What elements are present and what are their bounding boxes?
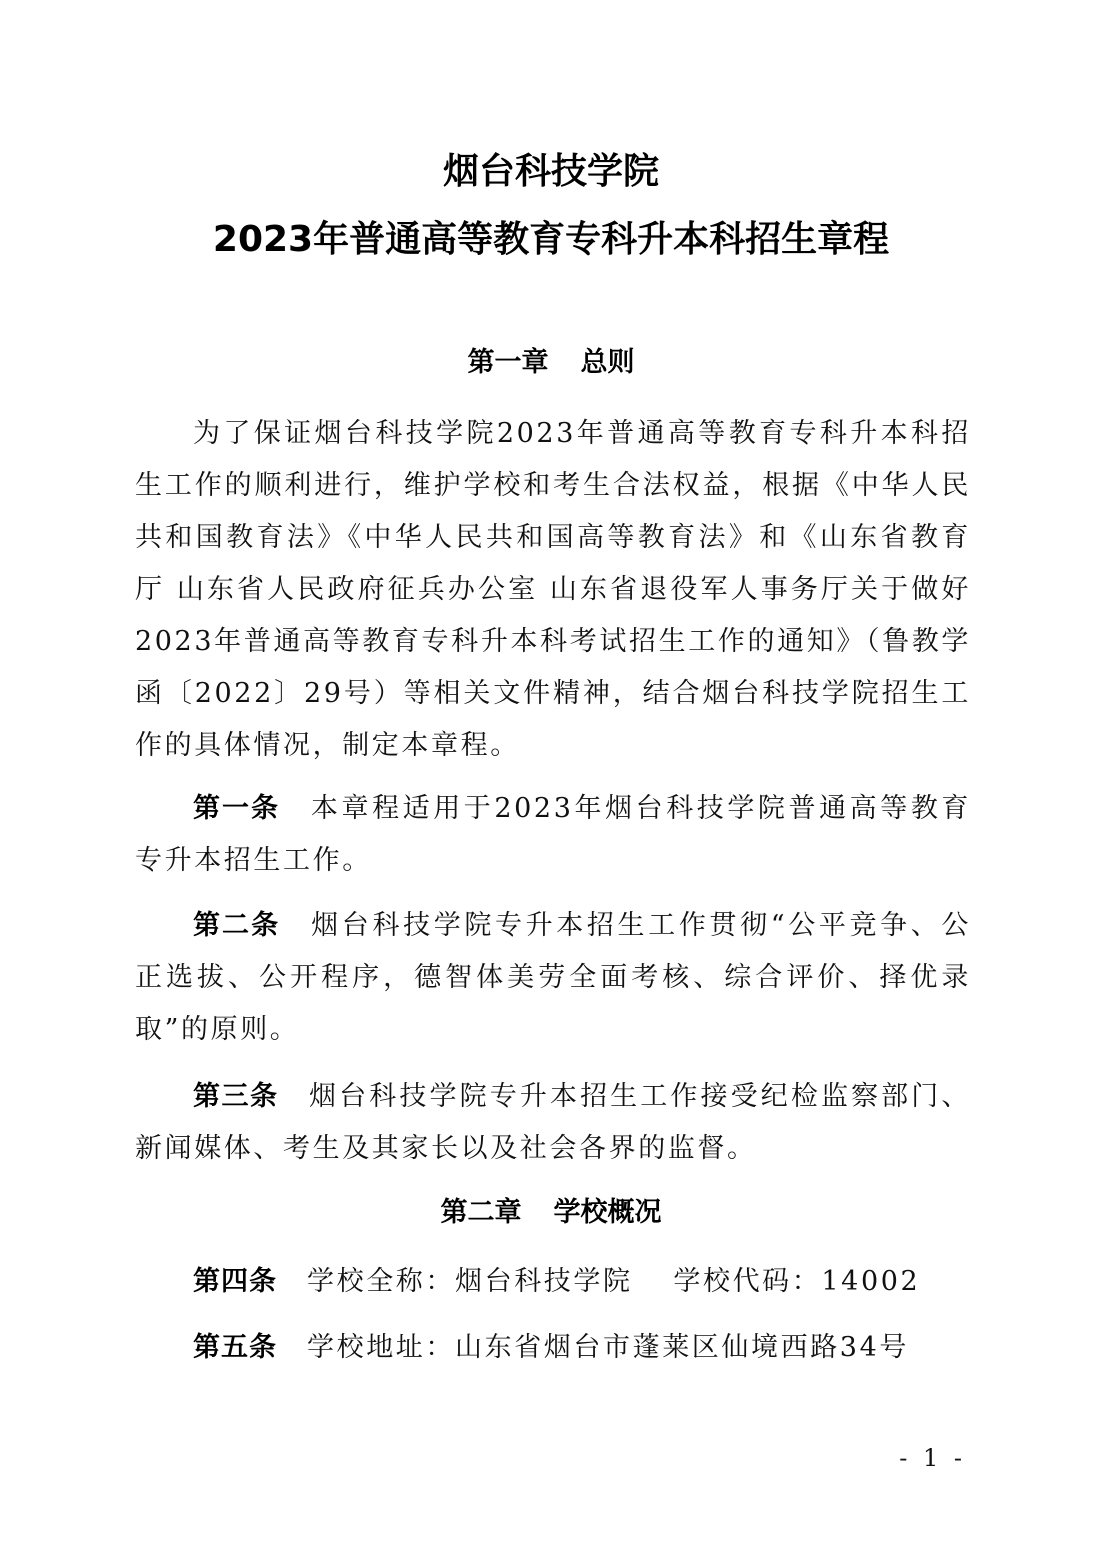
chapter-2-number: 第二章 — [440, 1197, 522, 1228]
article-2 — [135, 900, 971, 1056]
article-2-text: 烟台科技学院专升本招生工作贯彻“公平竞争、公正选拔、公开程序，德智体美劳全面考核、综合评价、择优录取”的原则。 — [135, 910, 971, 1045]
chapter-2-heading — [0, 1196, 1102, 1230]
page-number: - 1 - — [899, 1444, 966, 1472]
article-1-label: 第一条 — [193, 793, 280, 824]
document-title-line-2: 2023年普通高等教育专科升本科招生章程 — [212, 219, 890, 260]
chapter-1-name: 总则 — [580, 347, 635, 378]
article-3 — [135, 1071, 971, 1175]
article-2-label: 第二条 — [193, 910, 281, 941]
article-4 — [135, 1256, 971, 1308]
chapter-2-name: 学校概况 — [553, 1197, 662, 1228]
chapter-1-heading — [0, 346, 1102, 380]
article-3-label: 第三条 — [193, 1081, 279, 1112]
article-4-label: 第四条 — [193, 1266, 277, 1297]
article-5-label: 第五条 — [193, 1332, 277, 1363]
document-title-line-1: 烟台科技学院 — [442, 151, 659, 192]
chapter-1-number: 第一章 — [467, 347, 549, 378]
article-1-text: 本章程适用于2023年烟台科技学院普通高等教育专升本招生工作。 — [135, 793, 972, 876]
article-5 — [135, 1322, 971, 1374]
article-3-text: 烟台科技学院专升本招生工作接受纪检监察部门、新闻媒体、考生及其家长以及社会各界的监督。 — [135, 1081, 972, 1164]
article-4-text: 学校全称：烟台科技学院 学校代码：14002 — [307, 1266, 921, 1297]
chapter-1-intro-paragraph: 为了保证烟台科技学院2023年普通高等教育专科升本科招生工作的顺利进行，维护学校和考生合法权益，根据《中华人民共和国教育法》《中华人民共和国高等教育法》和《山东省教育厅 山东省人民政府征兵办公室 山东省退役军人事务厅关于做好2023年普通高等教育专科升本科考试招生工作的通知》（鲁教学函〔2022〕29号）等相关文件精神，结合烟台科技学院招生工作的具体情况，制定本章程。 — [135, 418, 971, 761]
article-5-text: 学校地址：山东省烟台市蓬莱区仙境西路34号 — [307, 1332, 909, 1363]
article-1 — [135, 783, 971, 887]
